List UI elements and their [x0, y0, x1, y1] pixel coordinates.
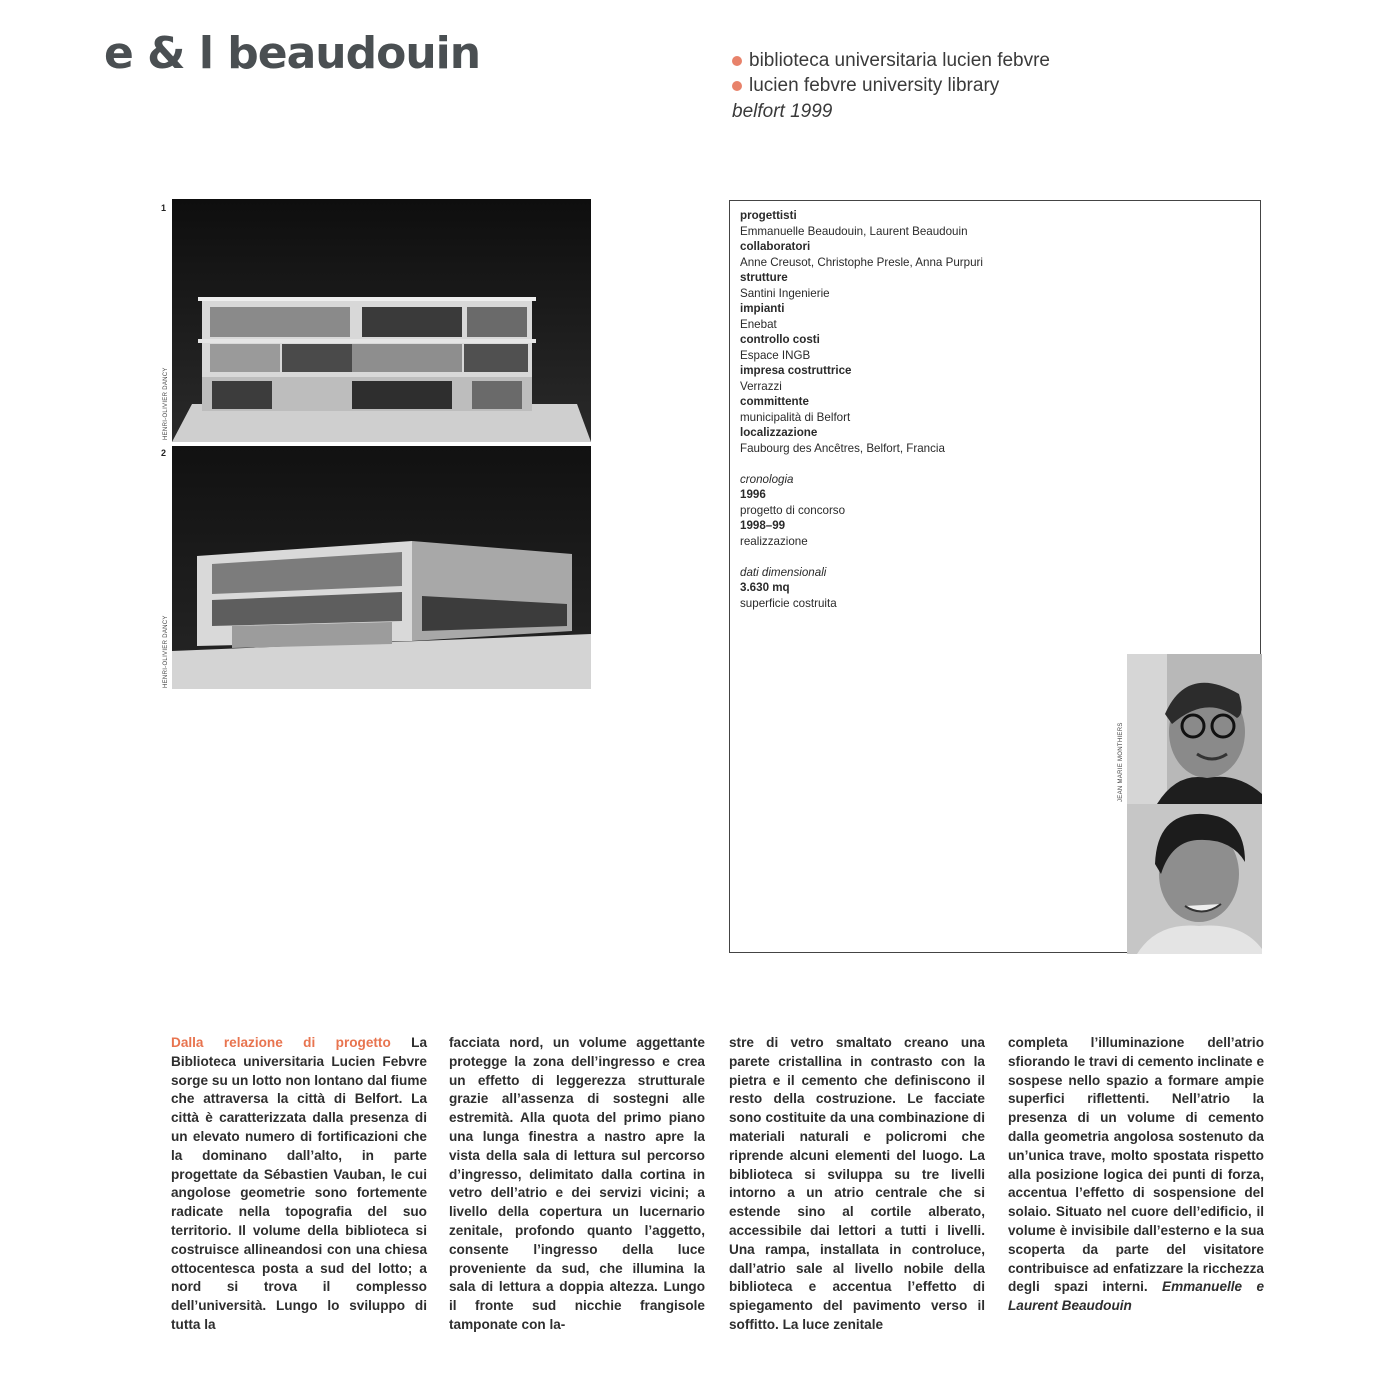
project-name-it: biblioteca universitaria lucien febvre — [749, 50, 1050, 71]
project-location-year: belfort 1999 — [732, 101, 833, 122]
value-progettisti: Emmanuelle Beaudouin, Laurent Beaudouin — [740, 224, 968, 238]
area-desc: superficie costruita — [740, 596, 837, 610]
label-committente: committente — [740, 395, 809, 408]
value-strutture: Santini Ingenierie — [740, 286, 830, 300]
bullet-icon — [732, 56, 742, 66]
label-localizzazione: localizzazione — [740, 426, 818, 439]
value-committente: municipalità di Belfort — [740, 410, 851, 424]
model-photo-north — [172, 199, 591, 442]
figure-number-2: 2 — [161, 448, 167, 458]
area-value: 3.630 mq — [740, 581, 790, 594]
project-heading — [732, 48, 1050, 124]
year-2: 1998–99 — [740, 519, 786, 532]
label-strutture: strutture — [740, 271, 788, 284]
label-impianti: impianti — [740, 302, 785, 315]
portrait-emmanuelle — [1127, 804, 1262, 954]
year-2-desc: realizzazione — [740, 534, 808, 548]
value-impianti: Enebat — [740, 317, 777, 331]
year-1: 1996 — [740, 488, 766, 501]
body-text-1: La Biblioteca universitaria Lucien Febvre sorge su un lotto non lontano dal fiume che attraversa la città di Belfort. La città è caratterizzata dalla presenza di un elevato numero di fortificazioni che la dominano dall’alto, in parte progettate da Sébastien Vauban, le cui angolose geometrie sono fortemente radicate nella topografia del suo territorio. Il volume della biblioteca si costruisce allineandosi con una chiesa ottocentesca posta a sud del lotto; a nord si trova il complesso dell’università. Lungo lo sviluppo di tutta la — [171, 1035, 428, 1332]
body-column-4 — [1008, 1034, 1264, 1316]
label-progettisti: progettisti — [740, 209, 797, 222]
project-data-list — [740, 208, 983, 611]
value-controllo-costi: Espace INGB — [740, 348, 811, 362]
portrait-credit: JEAN MARIE MONTHIERS — [1118, 722, 1124, 802]
body-column-2 — [449, 1034, 705, 1335]
project-name-en: lucien febvre university library — [749, 75, 1000, 96]
lead-heading: Dalla relazione di progetto — [171, 1035, 391, 1050]
value-localizzazione: Faubourg des Ancêtres, Belfort, Francia — [740, 441, 945, 455]
page-title: e & l beaudouin — [104, 28, 481, 79]
photo-credit-2: HENRI-OLIVIER DANCY — [163, 615, 169, 688]
figure-number-1: 1 — [161, 203, 167, 213]
body-text-4: completa l’illuminazione dell’atrio sfiorando le travi di cemento inclinate e sospese nello spazio a formare ampie superfici riflettenti. Nell’atrio la presenza di un volume di cemento dalla geometria angolosa sostenuto da un’unica trave, molto spostata rispetto alla posizione logica dei punti di forza, accentua l’effetto di sospensione del solaio. Situato nel cuore dell’edificio, il volume è invisibile dall’esterno e la sua scoperta da parte del visitatore contribuisce ad enfatizzare la ricchezza degli spazi interni. — [1008, 1035, 1264, 1295]
bullet-icon — [732, 81, 742, 91]
body-column-3 — [729, 1034, 985, 1335]
photo-credit-1: HENRI-OLIVIER DANCY — [163, 367, 169, 440]
label-controllo-costi: controllo costi — [740, 333, 820, 346]
label-cronologia: cronologia — [740, 472, 794, 486]
body-column-1 — [171, 1034, 427, 1335]
year-1-desc: progetto di concorso — [740, 503, 846, 517]
body-text-3: stre di vetro smaltato creano una parete cristallina in contrasto con la pietra e il cemento che definiscono il resto della costruzione. Le facciate sono costituite da una combinazione di materiali naturali e policromi che riprende alcuni elementi del luogo. La biblioteca si sviluppa su tre livelli intorno a un atrio centrale che si estende sino al cortile alberato, accessibile dai lettori a tutti i livelli. Una rampa, installata in controluce, dall’atrio sale al livello nobile della biblioteca e accentua l’effetto di spiegamento del pavimento verso il soffitto. La luce zenitale — [729, 1035, 985, 1332]
label-collaboratori: collaboratori — [740, 240, 811, 253]
body-text-2: facciata nord, un volume aggettante protegge la zona dell’ingresso e crea un effetto di leggerezza strutturale grazie all’assenza di sostegni alle estremità. Alla quota del primo piano una lunga finestra a nastro apre la vista della sala di lettura sul percorso d’ingresso, delimitato dalla cortina in vetro dell’atrio e dei servizi vicini; a livello della copertura un lucernario zenitale, profondo quanto l’aggetto, consente l’ingresso della luce proveniente da sud, che illumina la sala di lettura a doppia altezza. Lungo il fronte sud nicchie frangisole tamponate con la- — [449, 1035, 705, 1332]
label-dati-dimensionali: dati dimensionali — [740, 565, 827, 579]
model-photo-south — [172, 446, 591, 689]
signature: Emmanuelle e Laurent Beaudouin — [1008, 1279, 1265, 1314]
value-collaboratori: Anne Creusot, Christophe Presle, Anna Purpuri — [740, 255, 983, 269]
portrait-laurent — [1127, 654, 1262, 804]
value-impresa: Verrazzi — [740, 379, 782, 393]
label-impresa: impresa costruttrice — [740, 364, 852, 377]
